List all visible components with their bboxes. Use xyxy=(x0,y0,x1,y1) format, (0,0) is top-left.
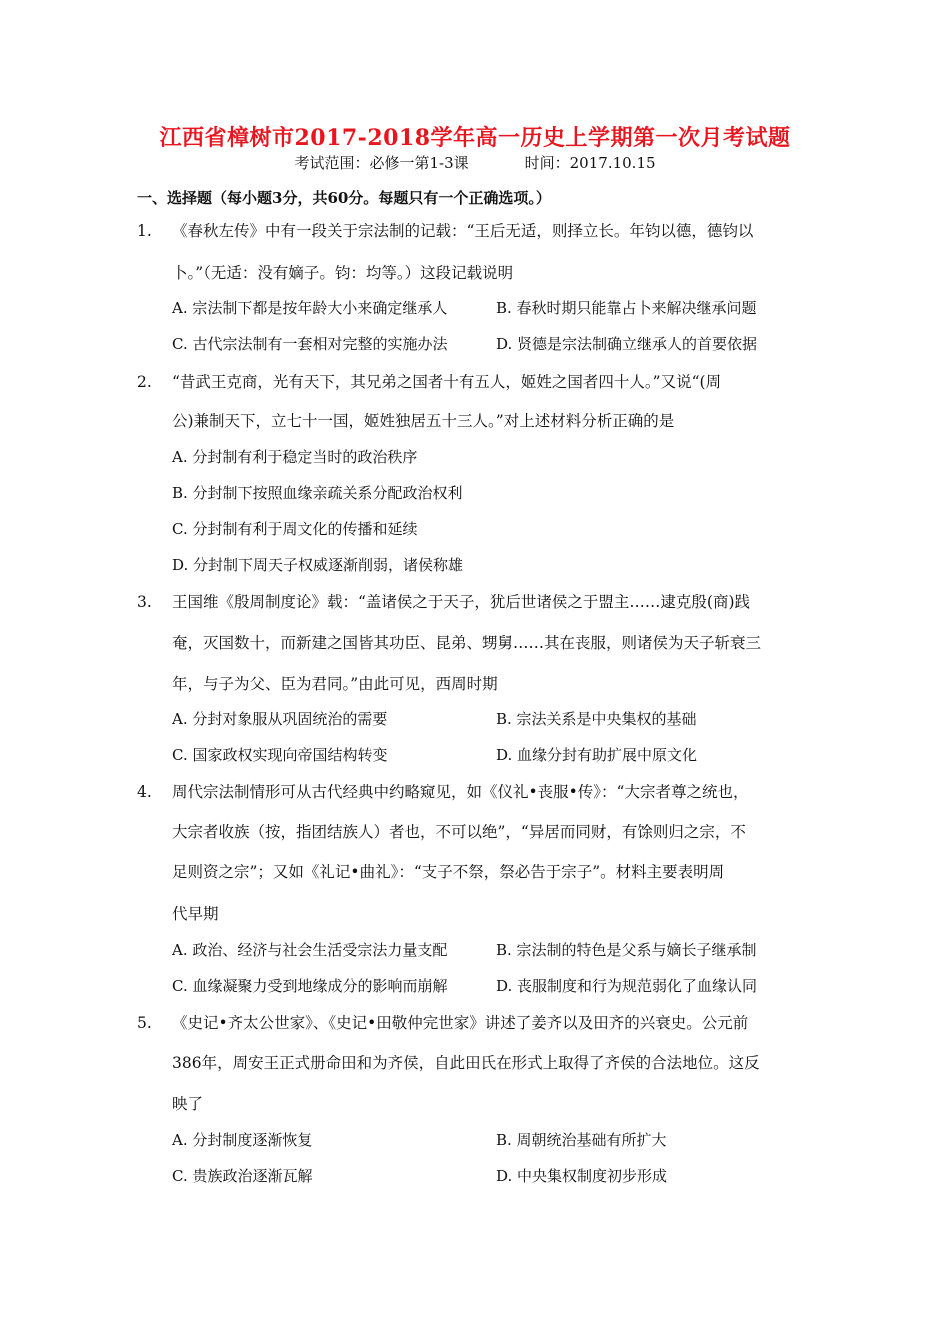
option-a: A. 分封对象服从巩固统治的需要 xyxy=(172,710,388,728)
question-text-line: 周代宗法制情形可从古代经典中约略窥见，如《仪礼•丧服•传》：“大宗者尊之统也， xyxy=(172,783,749,801)
question-number: 1. xyxy=(137,222,152,240)
option-c: C. 国家政权实现向帝国结构转变 xyxy=(172,746,388,764)
option-d: D. 血缘分封有助扩展中原文化 xyxy=(496,746,698,764)
question-text-line: 卜。”（无适：没有嫡子。钧：均等。）这段记载说明 xyxy=(172,264,514,282)
question-text-line: 《春秋左传》中有一段关于宗法制的记载：“王后无适，则择立长。年钧以德，德钧以 xyxy=(172,222,754,240)
option-b: B. 宗法关系是中央集权的基础 xyxy=(496,710,697,728)
option-c: C. 古代宗法制有一套相对完整的实施办法 xyxy=(172,335,448,353)
option-c: C. 分封制有利于周文化的传播和延续 xyxy=(172,520,418,538)
section-heading: 一、选择题（每小题3分，共60分。每题只有一个正确选项。） xyxy=(137,189,551,207)
question-text-line: 代早期 xyxy=(172,905,219,923)
question-number: 3. xyxy=(137,593,152,611)
option-b: B. 周朝统治基础有所扩大 xyxy=(496,1131,667,1149)
option-d: D. 贤德是宗法制确立继承人的首要依据 xyxy=(496,335,758,353)
question-text-line: 映了 xyxy=(172,1095,204,1113)
option-d: D. 丧服制度和行为规范弱化了血缘认同 xyxy=(496,977,758,995)
exam-time: 时间：2017.10.15 xyxy=(524,154,656,172)
question-text-line: 大宗者收族（按，指团结族人）者也，不可以绝”，“异居而同财，有馀则归之宗，不 xyxy=(172,823,746,841)
option-b: B. 宗法制的特色是父系与嫡长子继承制 xyxy=(496,941,757,959)
question-text-line: 足则资之宗”；又如《礼记•曲礼》：“支子不祭，祭必告于宗子”。材料主要表明周 xyxy=(172,863,725,881)
exam-title: 江西省樟树市2017-2018学年高一历史上学期第一次月考试题 xyxy=(159,125,791,151)
question-text-line: 386年，周安王正式册命田和为齐侯，自此田氏在形式上取得了齐侯的合法地位。这反 xyxy=(172,1054,760,1072)
option-a: A. 分封制有利于稳定当时的政治秩序 xyxy=(172,448,418,466)
question-text-line: 年，与子为父、臣为君同。”由此可见，西周时期 xyxy=(172,675,498,693)
question-text-line: 《史记•齐太公世家》、《史记•田敬仲完世家》讲述了姜齐以及田齐的兴衰史。公元前 xyxy=(172,1014,749,1032)
question-number: 4. xyxy=(137,783,152,801)
question-text-line: 公)兼制天下，立七十一国，姬姓独居五十三人。”对上述材料分析正确的是 xyxy=(172,412,675,430)
question-text-line: 奄，灭国数十，而新建之国皆其功臣、昆弟、甥舅……其在丧服，则诸侯为天子斩衰三 xyxy=(172,634,762,652)
question-text-line: “昔武王克商，光有天下，其兄弟之国者十有五人，姬姓之国者四十人。”又说“(周 xyxy=(172,373,722,391)
option-a: A. 宗法制下都是按年龄大小来确定继承人 xyxy=(172,299,448,317)
question-number: 5. xyxy=(137,1014,152,1032)
option-c: C. 血缘凝聚力受到地缘成分的影响而崩解 xyxy=(172,977,448,995)
option-a: A. 政治、经济与社会生活受宗法力量支配 xyxy=(172,941,448,959)
option-a: A. 分封制度逐渐恢复 xyxy=(172,1131,313,1149)
question-text-line: 王国维《殷周制度论》载：“盖诸侯之于天子，犹后世诸侯之于盟主……逮克殷(商)践 xyxy=(172,593,751,611)
question-number: 2. xyxy=(137,373,152,391)
option-d: D. 分封制下周天子权威逐渐削弱，诸侯称雄 xyxy=(172,556,464,574)
option-b: B. 分封制下按照血缘亲疏关系分配政治权利 xyxy=(172,484,463,502)
option-c: C. 贵族政治逐渐瓦解 xyxy=(172,1167,313,1185)
option-b: B. 春秋时期只能靠占卜来解决继承问题 xyxy=(496,299,757,317)
exam-subtitle xyxy=(0,152,950,173)
option-d: D. 中央集权制度初步形成 xyxy=(496,1167,668,1185)
exam-scope: 考试范围：必修一第1-3课 xyxy=(294,154,469,172)
